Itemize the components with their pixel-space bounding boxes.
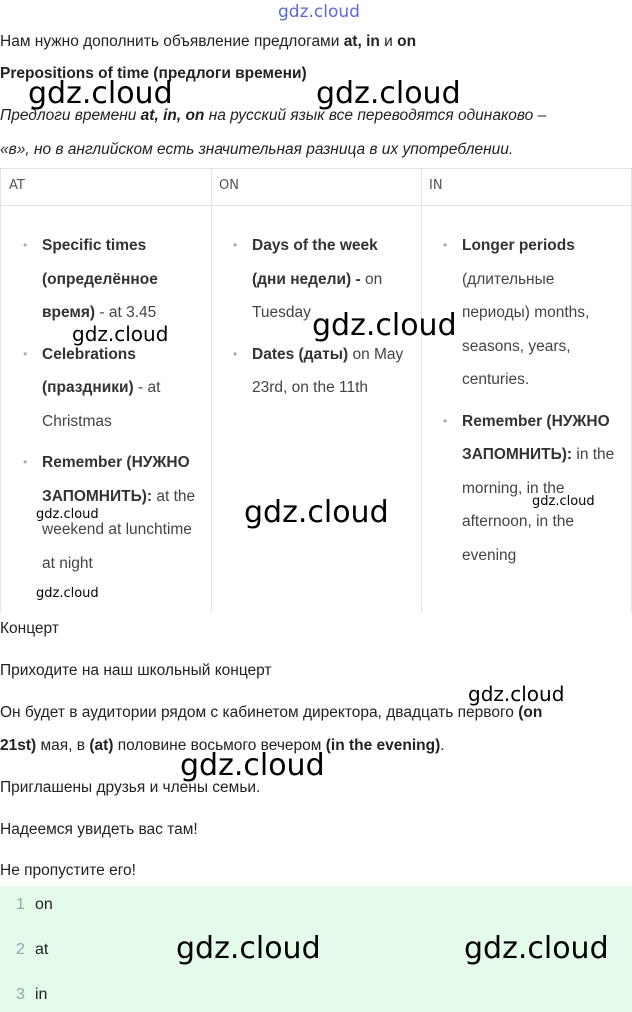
text-line: Не пропустите его!: [0, 862, 136, 879]
watermark-top: gdz.cloud: [278, 2, 360, 22]
answer-item: 1 on: [16, 896, 53, 913]
watermark: gdz.cloud: [72, 322, 169, 346]
list-item: • Remember (НУЖНО ЗАПОМНИТЬ): in the morning, in the afternoon, in the evening: [443, 405, 621, 573]
text-line: Приходите на наш школьный концерт: [0, 662, 272, 679]
list-item: • Longer periods (длительные периоды) months, seasons, years, centuries.: [443, 229, 621, 397]
watermark: gdz.cloud: [36, 507, 99, 522]
text-line: Надеемся увидеть вас там!: [0, 821, 198, 838]
text-line: Концерт: [0, 620, 59, 637]
intro-text: Нам нужно дополнить объявление предлогами at, in и on: [0, 33, 417, 50]
prepositions-table: [0, 168, 632, 613]
list-item: • Specific times (определённое время) - at 3.45: [23, 229, 201, 330]
list-item: • Days of the week (дни недели) - on Tuesday: [233, 229, 411, 330]
watermark: gdz.cloud: [316, 76, 461, 111]
column-in: [421, 169, 632, 613]
list-item: • Remember (НУЖНО ЗАПОМНИТЬ): at the weekend at lunchtime at night: [23, 446, 201, 580]
list-item: • Dates (даты) on May 23rd, on the 11th: [233, 338, 411, 405]
watermark: gdz.cloud: [36, 586, 99, 601]
text-line: Приглашены друзья и члены семьи.: [0, 779, 261, 796]
answer-item: 3 in: [16, 986, 48, 1003]
watermark: gdz.cloud: [180, 748, 325, 783]
answer-item: 2 at: [16, 941, 49, 958]
column-on: [211, 169, 422, 613]
note-line-1: Предлоги времени at, in, on на русский язык все переводятся одинаково –: [0, 107, 547, 124]
watermark: gdz.cloud: [28, 76, 173, 111]
header-at: AT: [1, 169, 211, 206]
text-line: 21st) мая, в (at) половине восьмого вечером (in the evening).: [0, 737, 445, 754]
list-item: • Celebrations (праздники) - at Christmas: [23, 338, 201, 439]
cell-in: [443, 229, 621, 580]
section-heading: Prepositions of time (предлоги времени): [0, 65, 307, 82]
watermark: gdz.cloud: [244, 495, 389, 530]
cell-at: [23, 229, 201, 588]
watermark: gdz.cloud: [312, 308, 457, 343]
watermark: gdz.cloud: [468, 682, 565, 706]
header-in: IN: [421, 169, 631, 206]
watermark: gdz.cloud: [532, 494, 595, 509]
watermark: gdz.cloud: [176, 931, 321, 966]
note-line-2: «в», но в английском есть значительная разница в их употреблении.: [0, 141, 514, 158]
text-line: Он будет в аудитории рядом с кабинетом директора, двадцать первого (on: [0, 704, 543, 721]
watermark: gdz.cloud: [464, 931, 609, 966]
header-on: ON: [211, 169, 421, 206]
column-at: [1, 169, 212, 613]
